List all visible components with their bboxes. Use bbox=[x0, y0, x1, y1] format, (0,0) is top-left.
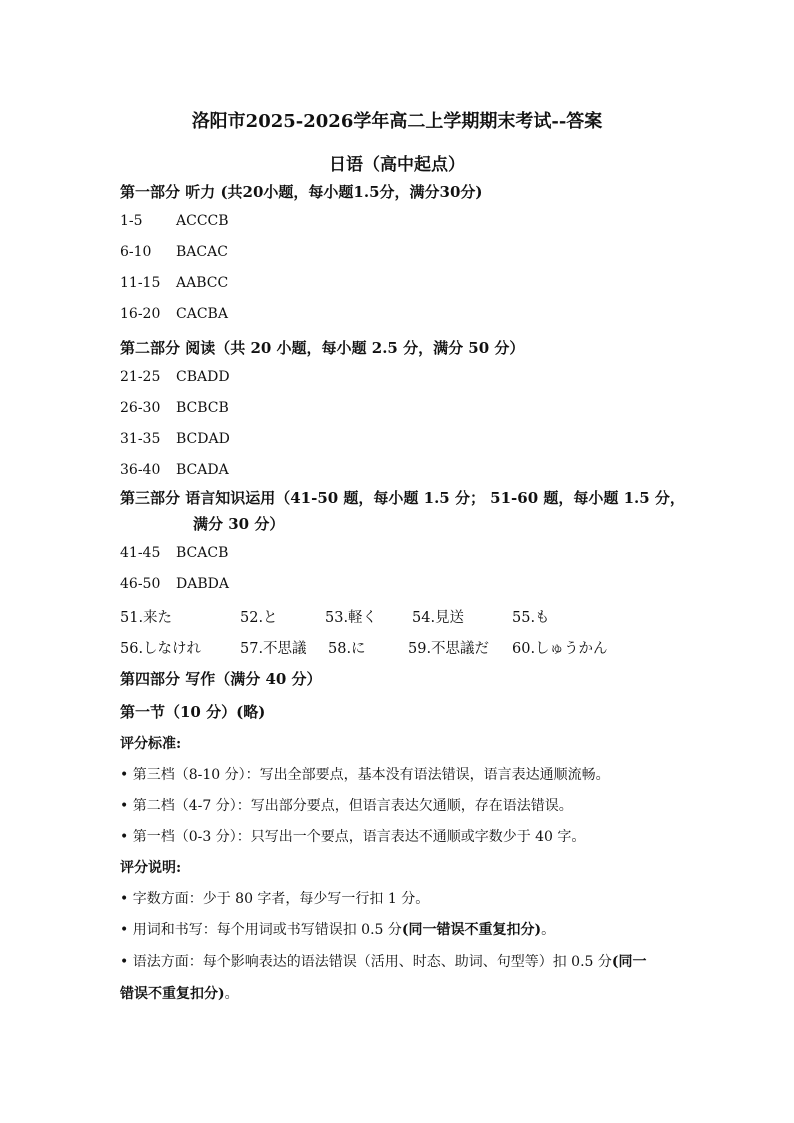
answer-row: 41-45 BCACB bbox=[120, 545, 229, 561]
notes-heading: 评分说明: bbox=[120, 860, 182, 876]
page-subtitle: 日语（高中起点） bbox=[329, 155, 465, 175]
answer-row: 31-35 BCDAD bbox=[120, 431, 230, 447]
part1-heading: 第一部分 听力 (共20小题，每小题1.5分，满分30分) bbox=[120, 183, 483, 201]
part4-heading: 第四部分 写作（满分 40 分） bbox=[120, 670, 322, 688]
answer-row: 26-30 BCBCB bbox=[120, 400, 229, 416]
answer-row: 1-5 ACCCB bbox=[120, 213, 229, 229]
page-title: 洛阳市2025-2026学年高二上学期期末考试--答案 bbox=[191, 111, 603, 132]
answer-row: 36-40 BCADA bbox=[120, 462, 229, 478]
fill-answer: 59.不思議だ bbox=[408, 641, 490, 657]
fill-answer: 56.しなけれ bbox=[120, 641, 202, 657]
answer-row: 16-20 CACBA bbox=[120, 306, 228, 322]
fill-answer: 57.不思議 bbox=[240, 641, 307, 657]
criteria-item: • 第一档（0-3 分）：只写出一个要点，语言表达不通顺或字数少于 40 字。 bbox=[120, 829, 586, 845]
note-item: • 用词和书写：每个用词或书写错误扣 0.5 分(同一错误不重复扣分)。 bbox=[120, 922, 556, 938]
section1-heading: 第一节（10 分）(略) bbox=[120, 703, 266, 721]
fill-answer: 60.しゅうかん bbox=[512, 641, 608, 657]
criteria-item: • 第三档（8-10 分）：写出全部要点，基本没有语法错误，语言表达通顺流畅。 bbox=[120, 767, 610, 783]
note-item: • 字数方面：少于 80 字者，每少写一行扣 1 分。 bbox=[120, 891, 430, 907]
fill-answer: 55.も bbox=[512, 610, 550, 626]
answer-row: 46-50 DABDA bbox=[120, 576, 229, 592]
note-item: • 语法方面：每个影响表达的语法错误（活用、时态、助词、句型等）扣 0.5 分(同一 bbox=[120, 954, 647, 970]
criteria-item: • 第二档（4-7 分）：写出部分要点，但语言表达欠通顺，存在语法错误。 bbox=[120, 798, 573, 814]
part3-heading-cont: 满分 30 分） bbox=[193, 515, 285, 533]
fill-answer: 52.と bbox=[240, 610, 278, 626]
note-item-cont: 错误不重复扣分)。 bbox=[120, 986, 239, 1002]
answer-row: 21-25 CBADD bbox=[120, 369, 230, 385]
part3-heading: 第三部分 语言知识运用（41-50 题，每小题 1.5 分； 51-60 题，每小题 1.5 分， bbox=[120, 489, 685, 507]
criteria-heading: 评分标准: bbox=[120, 736, 182, 752]
fill-answer: 58.に bbox=[328, 641, 366, 657]
answer-row: 11-15 AABCC bbox=[120, 275, 229, 291]
fill-answer: 51.来た bbox=[120, 610, 173, 626]
fill-answer: 54.見送 bbox=[412, 610, 465, 626]
answer-row: 6-10 BACAC bbox=[120, 244, 228, 260]
fill-answer: 53.軽く bbox=[325, 610, 378, 626]
part2-heading: 第二部分 阅读（共 20 小题，每小题 2.5 分，满分 50 分） bbox=[120, 339, 525, 357]
